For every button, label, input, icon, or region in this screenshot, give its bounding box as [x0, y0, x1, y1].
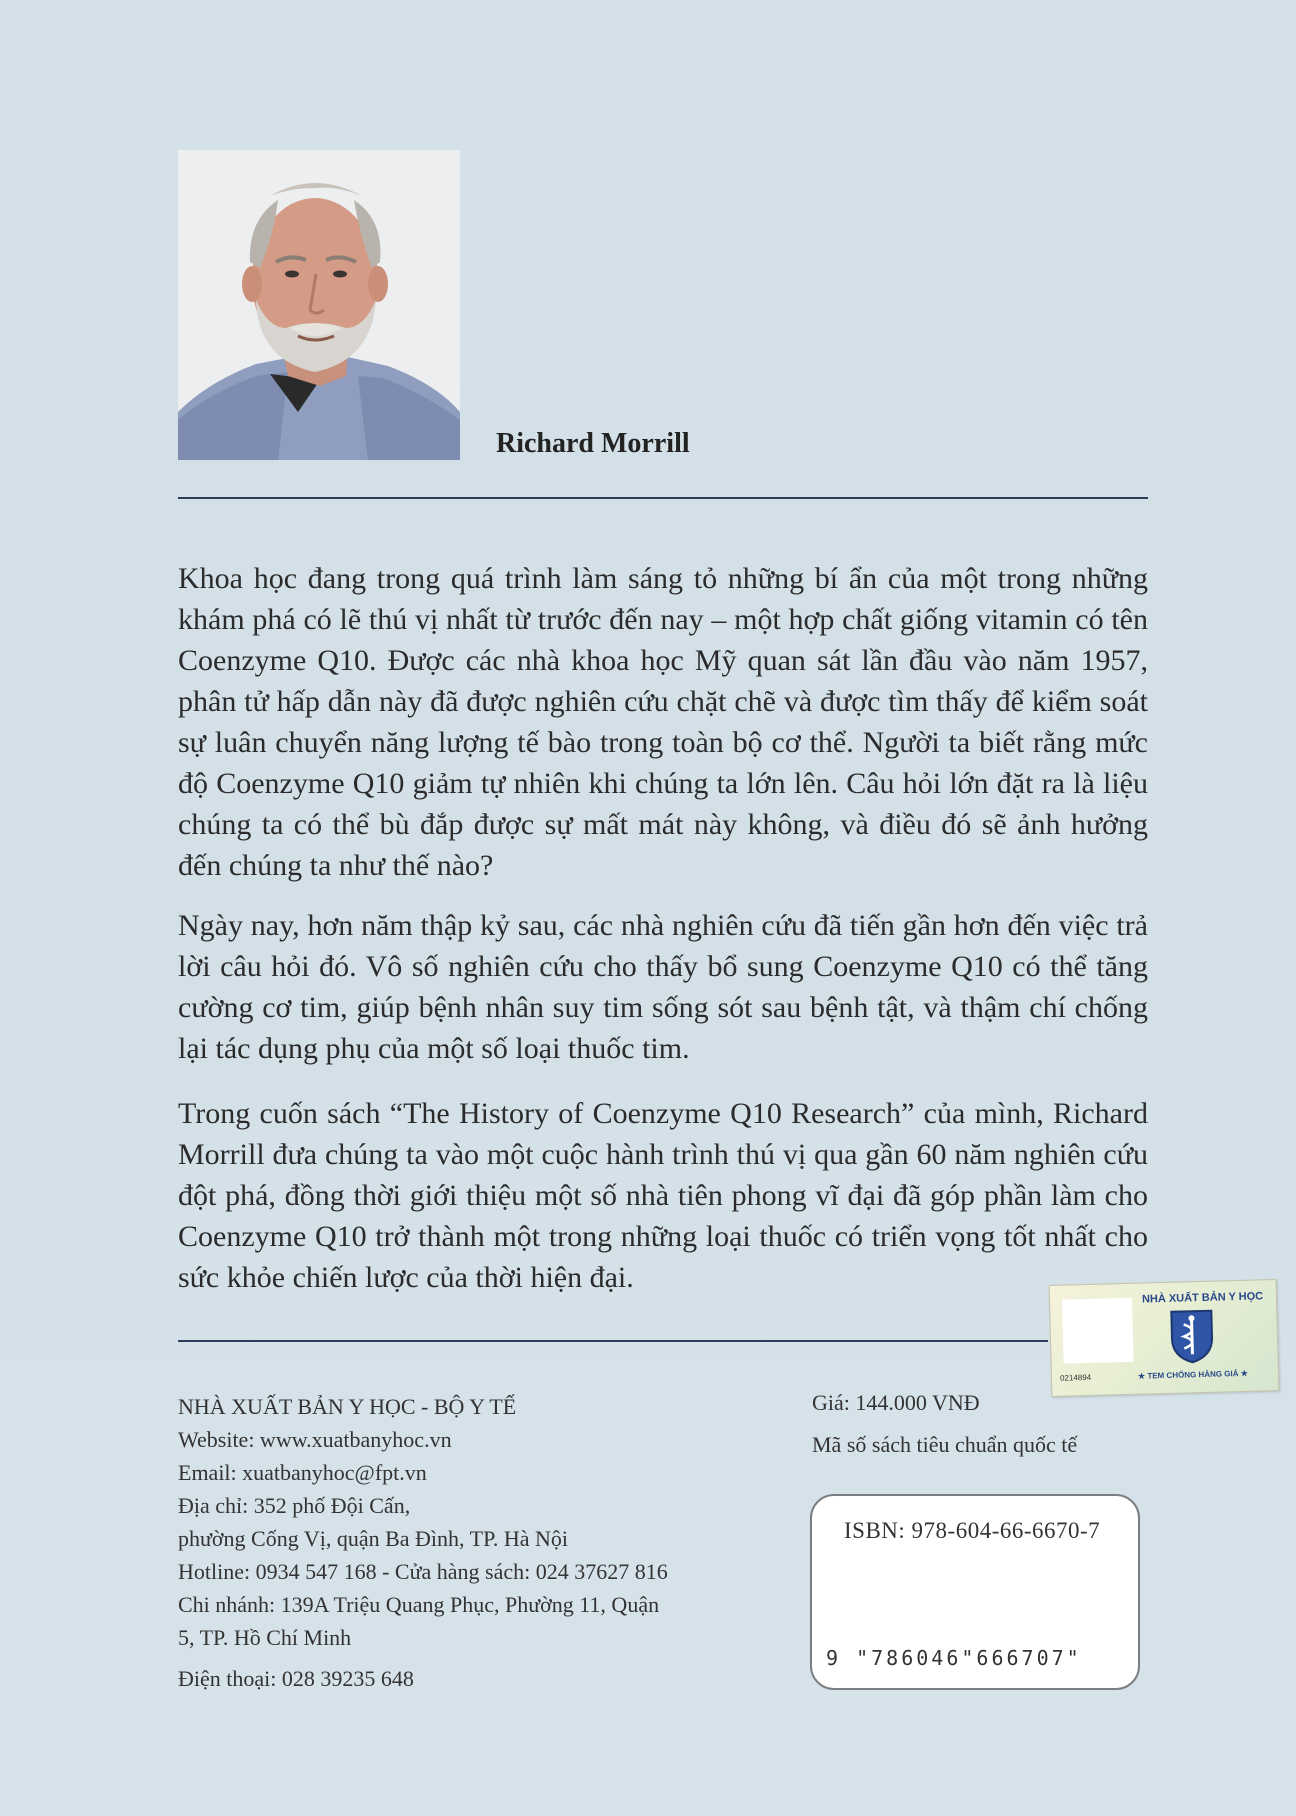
sticker-tag: ★ TEM CHỐNG HÀNG GIẢ ★: [1137, 1368, 1248, 1381]
barcode-digits: 9 "786046"666707": [826, 1646, 1082, 1670]
sticker-serial: 0214894: [1059, 1372, 1092, 1383]
author-photo: [178, 150, 460, 460]
publisher-name: NHÀ XUẤT BẢN Y HỌC - BỘ Y TẾ: [178, 1394, 517, 1419]
publisher-phone: Điện thoại: 028 39235 648: [178, 1666, 414, 1691]
sticker-hologram-window: [1062, 1298, 1134, 1364]
publisher-hotline: Hotline: 0934 547 168 - Cửa hàng sách: 024 37627 816: [178, 1559, 668, 1584]
publisher-branch-line-2: 5, TP. Hồ Chí Minh: [178, 1625, 352, 1650]
publisher-website: Website: www.xuatbanyhoc.vn: [178, 1427, 452, 1452]
isbn-number: ISBN: 978-604-66-6670-7: [844, 1518, 1101, 1543]
bottom-divider: [178, 1340, 1048, 1342]
publisher-address-line-1: Địa chỉ: 352 phố Đội Cấn,: [178, 1493, 411, 1518]
publisher-email: Email: xuatbanyhoc@fpt.vn: [178, 1460, 427, 1485]
publisher-address-line-2: phường Cống Vị, quận Ba Đình, TP. Hà Nội: [178, 1526, 569, 1551]
price: Giá: 144.000 VNĐ: [812, 1390, 980, 1415]
publisher-info: [178, 1390, 778, 1695]
author-name: Richard Morrill: [496, 428, 690, 459]
isbn-caption: Mã số sách tiêu chuẩn quốc tế: [812, 1432, 1078, 1457]
publisher-branch-line-1: Chi nhánh: 139A Triệu Quang Phục, Phường 11, Quận: [178, 1592, 660, 1617]
top-divider: [178, 497, 1148, 499]
barcode-box: [810, 1494, 1140, 1690]
blurb-paragraph-1: Khoa học đang trong quá trình làm sáng tỏ những bí ẩn của một trong những khám phá có lẽ thú vị nhất từ trước đến nay – một hợp chất giống vitamin có tên Coenzyme Q10. Được các nhà khoa học Mỹ quan sát lần đầu vào năm 1957, phân tử hấp dẫn này đã được nghiên cứu chặt chẽ và được tìm thấy để kiểm soát sự luân chuyển năng lượng tế bào trong toàn bộ cơ thể. Người ta biết rằng mức độ Coenzyme Q10 giảm tự nhiên khi chúng ta lớn lên. Câu hỏi lớn đặt ra là liệu chúng ta có thể bù đắp được sự mất mát này không, và điều đó sẽ ảnh hưởng đến chúng ta như thế nào?: [178, 562, 1148, 882]
anti-counterfeit-sticker: [1049, 1279, 1280, 1397]
blurb-paragraph-2: Ngày nay, hơn năm thập kỷ sau, các nhà nghiên cứu đã tiến gần hơn đến việc trả lời câu hỏi đó. Vô số nghiên cứu cho thấy bổ sung Coenzyme Q10 có thể tăng cường cơ tim, giúp bệnh nhân suy tim sống sót sau bệnh tật, và thậm chí chống lại tác dụng phụ của một số loại thuốc tim.: [178, 909, 1148, 1065]
caduceus-shield-icon: [1168, 1308, 1216, 1370]
sticker-header: NHÀ XUẤT BẢN Y HỌC: [1141, 1290, 1264, 1306]
blurb-paragraph-3: Trong cuốn sách “The History of Coenzyme Q10 Research” của mình, Richard Morrill đưa chúng ta vào một cuộc hành trình thú vị qua gần 60 năm nghiên cứu đột phá, đồng thời giới thiệu một số nhà tiên phong vĩ đại đã góp phần làm cho Coenzyme Q10 trở thành một trong những loại thuốc có triển vọng tốt nhất cho sức khỏe chiến lược của thời hiện đại.: [178, 1097, 1148, 1294]
